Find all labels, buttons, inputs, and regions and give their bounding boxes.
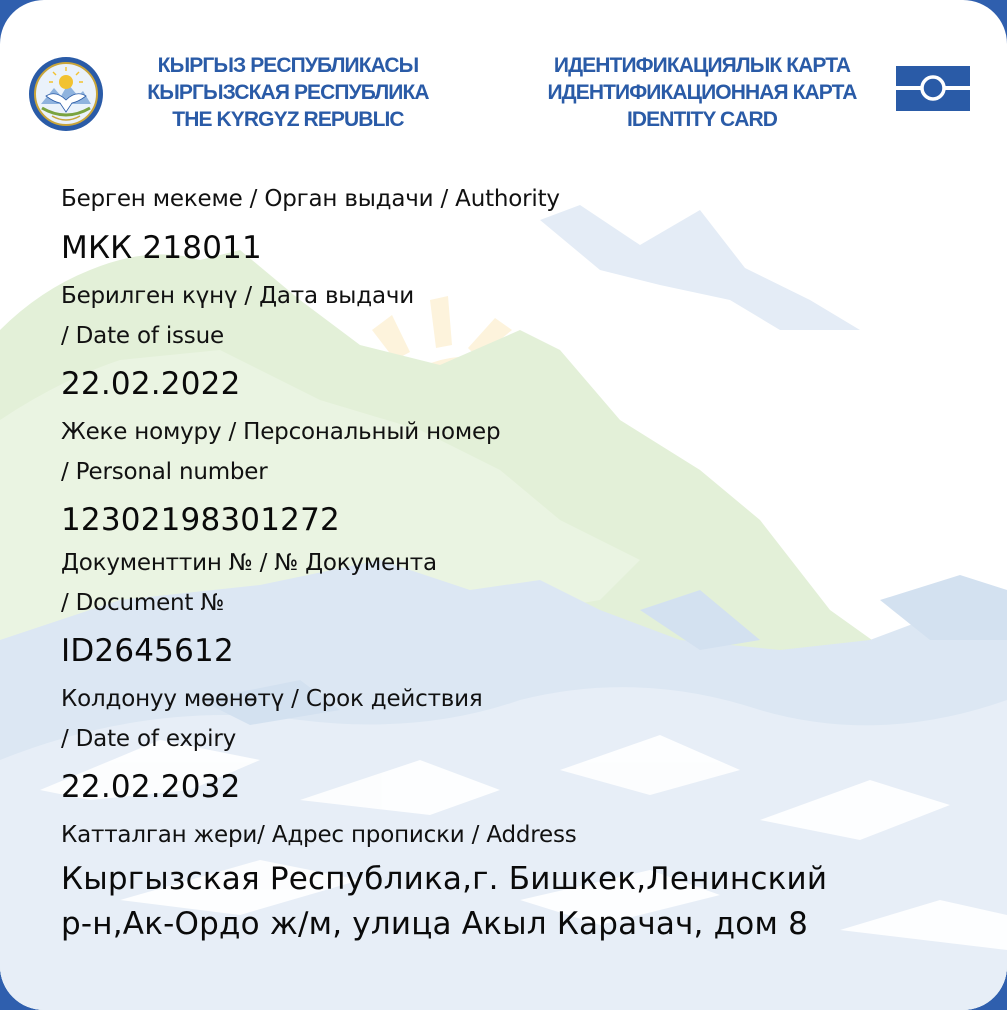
document-number-value: ID2645612 xyxy=(61,633,234,669)
card-type-kyrgyz: ИДЕНТИФИКАЦИЯЛЫК КАРТА xyxy=(553,54,851,77)
personal-number-value: 12302198301272 xyxy=(61,502,340,538)
date-of-expiry-label: Колдонуу мөөнөтү / Срок действия xyxy=(61,686,483,712)
card-type-russian: ИДЕНТИФИКАЦИОННАЯ КАРТА xyxy=(547,81,857,104)
document-number-label: Документтин № / № Документа xyxy=(61,550,437,576)
address-line-2: р-н,Ак-Ордо ж/м, улица Акыл Карачач, дом 8 xyxy=(61,906,809,942)
address-label: Катталган жери/ Адрес прописки / Address xyxy=(61,822,577,848)
country-name-block xyxy=(128,52,448,133)
personal-number-label-en: / Personal number xyxy=(61,459,268,485)
personal-number-label: Жеке номуру / Персональный номер xyxy=(61,419,501,445)
date-of-expiry-value: 22.02.2032 xyxy=(61,769,241,805)
country-name-english: THE KYRGYZ REPUBLIC xyxy=(172,108,404,131)
date-of-issue-label: Берилген күнү / Дата выдачи xyxy=(61,283,414,309)
card-type-english: IDENTITY CARD xyxy=(626,108,778,131)
authority-label: Берген мекеме / Орган выдачи / Authority xyxy=(61,186,560,212)
authority-value: МКК 218011 xyxy=(61,230,262,266)
country-name-kyrgyz: КЫРГЫЗ РЕСПУБЛИКАСЫ xyxy=(157,54,419,77)
date-of-issue-value: 22.02.2022 xyxy=(61,366,241,402)
card-type-block xyxy=(522,52,882,133)
epassport-chip-icon xyxy=(896,66,970,111)
country-name-russian: КЫРГЫЗСКАЯ РЕСПУБЛИКА xyxy=(147,81,429,104)
address-line-1: Кыргызская Республика,г. Бишкек,Ленинский xyxy=(61,861,828,897)
date-of-issue-label-en: / Date of issue xyxy=(61,323,224,349)
document-number-label-en: / Document № xyxy=(61,590,225,616)
kyrgyz-emblem-icon xyxy=(28,56,104,132)
date-of-expiry-label-en: / Date of expiry xyxy=(61,726,237,752)
